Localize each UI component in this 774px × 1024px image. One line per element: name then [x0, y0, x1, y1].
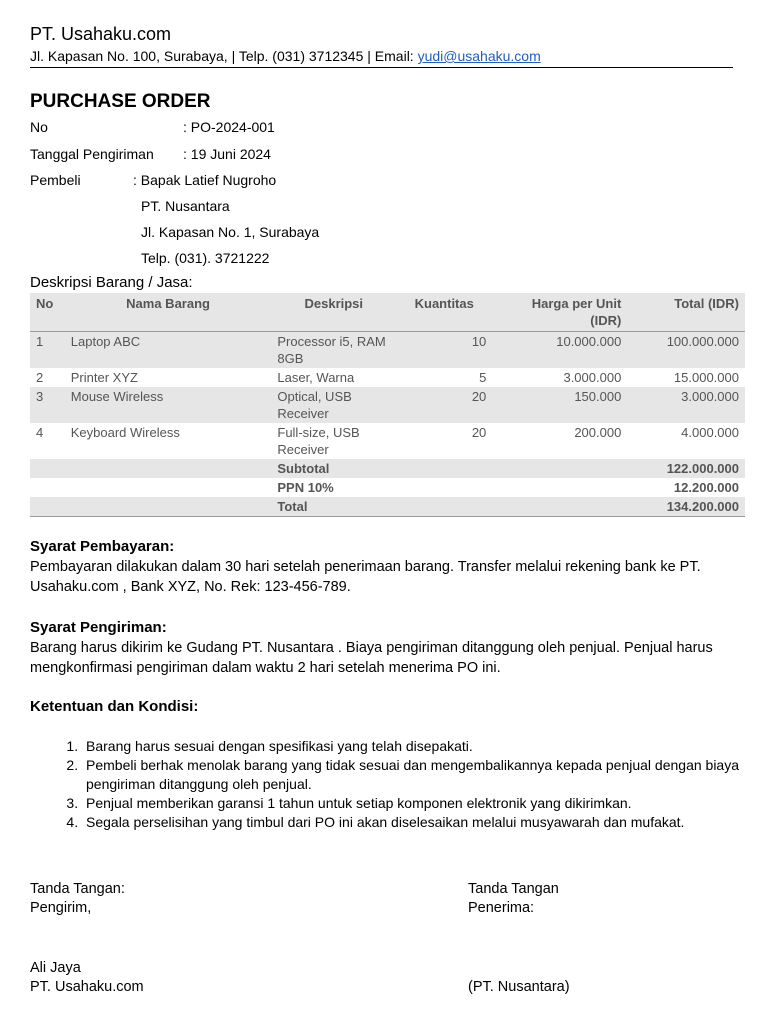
cell-description: Processor i5, RAM 8GB [271, 332, 396, 369]
payment-terms-heading: Syarat Pembayaran: [30, 538, 175, 555]
tax-label: PPN 10% [277, 480, 334, 495]
cell-total: 15.000.000 [673, 370, 739, 385]
sender-role-label: Pengirim, [30, 900, 92, 916]
total-empty-cell [492, 497, 627, 517]
total-empty-cell [65, 497, 272, 517]
tax-row [30, 478, 745, 497]
company-email-link[interactable]: yudi@usahaku.com [417, 48, 541, 64]
receiver-signature-block [468, 880, 559, 918]
subtotal-empty-cell [492, 459, 627, 478]
delivery-date-value: : 19 Juni 2024 [183, 146, 271, 162]
cell-name: Keyboard Wireless [70, 425, 180, 440]
receiver-signature-label: Tanda Tangan [468, 881, 559, 897]
sender-signature-block [30, 880, 125, 918]
table-row [30, 387, 745, 423]
subtotal-value: 122.000.000 [627, 459, 745, 478]
company-address: Jl. Kapasan No. 100, Surabaya, | Telp. (031) 3712345 | Email: [30, 48, 418, 64]
grand-total-label: Total [271, 497, 396, 517]
cell-no: 1 [30, 332, 65, 369]
grand-total-value: 134.200.000 [627, 497, 745, 517]
po-number-value: : PO-2024-001 [183, 119, 275, 135]
table-row [30, 368, 745, 387]
sender-company: PT. Usahaku.com [30, 979, 144, 995]
table-row [30, 423, 745, 459]
tax-empty-cell [30, 478, 65, 497]
list-item: 2. Pembeli berhak menolak barang yang tidak sesuai dan mengembalikannya kepada penjual dengan biaya pengiriman ditanggung oleh penjual. [82, 756, 772, 794]
receiver-role-label: Penerima: [468, 900, 535, 916]
cell-description: Full-size, USB Receiver [277, 425, 360, 457]
list-item: 1. Barang harus sesuai dengan spesifikasi yang telah disepakati. [82, 737, 772, 756]
cell-description: Laser, Warna [277, 370, 355, 385]
receiver-company: (PT. Nusantara) [468, 979, 570, 995]
document-title: PURCHASE ORDER [30, 91, 211, 112]
col-header-description: Deskripsi [271, 293, 396, 332]
col-header-total: Total (IDR) [627, 293, 745, 332]
header-divider [30, 67, 733, 68]
sender-name: Ali Jaya [30, 960, 81, 976]
buyer-line: Telp. (031). 3721222 [141, 250, 270, 266]
conditions-heading: Ketentuan dan Kondisi: [30, 698, 199, 715]
cell-no: 2 [36, 370, 44, 385]
conditions-list [30, 737, 772, 832]
subtotal-empty-cell [65, 459, 272, 478]
cell-description: Optical, USB Receiver [271, 387, 396, 423]
col-header-no: No [30, 293, 65, 332]
buyer-line: : Bapak Latief Nugroho [133, 172, 277, 188]
cell-quantity: 5 [479, 370, 487, 385]
total-empty-cell [396, 497, 492, 517]
cell-total: 3.000.000 [627, 387, 745, 423]
cell-quantity: 20 [471, 425, 487, 440]
shipping-terms-text: Barang harus dikirim ke Gudang PT. Nusantara . Biaya pengiriman ditanggung oleh penjual. Penjual harus mengkonfirmasi pengiriman dalam waktu 2 hari setelah menerima PO ini. [30, 640, 713, 676]
subtotal-label: Subtotal [271, 459, 396, 478]
grand-total-row [30, 497, 745, 517]
cell-quantity: 10 [396, 332, 492, 369]
list-item: 4. Segala perselisihan yang timbul dari PO ini akan diselesaikan melalui musyawarah dan mufakat. [82, 813, 772, 832]
cell-name: Laptop ABC [65, 332, 272, 369]
subtotal-row [30, 459, 745, 478]
buyer-label: Pembeli [30, 172, 81, 188]
cell-name: Printer XYZ [70, 370, 138, 385]
company-contact [30, 48, 541, 64]
subtotal-empty-cell [30, 459, 65, 478]
tax-empty-cell [396, 478, 492, 497]
items-caption: Deskripsi Barang / Jasa: [30, 274, 193, 291]
table-row [30, 332, 745, 369]
cell-no: 3 [30, 387, 65, 423]
cell-unit-price: 10.000.000 [492, 332, 627, 369]
tax-empty-cell [65, 478, 272, 497]
po-number-label: No [30, 119, 48, 135]
subtotal-empty-cell [396, 459, 492, 478]
items-table [30, 293, 745, 517]
col-header-unit-price: Harga per Unit (IDR) [492, 293, 627, 332]
cell-quantity: 20 [396, 387, 492, 423]
col-header-quantity: Kuantitas [396, 293, 492, 332]
delivery-date-label: Tanggal Pengiriman [30, 146, 154, 162]
cell-unit-price: 200.000 [574, 425, 622, 440]
cell-name: Mouse Wireless [65, 387, 272, 423]
tax-empty-cell [492, 478, 627, 497]
payment-terms-text: Pembayaran dilakukan dalam 30 hari setelah penerimaan barang. Transfer melalui rekening bank ke PT. Usahaku.com , Bank XYZ, No. Rek: 123-456-789. [30, 559, 701, 595]
table-header-row [30, 293, 745, 332]
cell-total: 4.000.000 [681, 425, 739, 440]
buyer-line: Jl. Kapasan No. 1, Surabaya [141, 224, 320, 240]
cell-total: 100.000.000 [627, 332, 745, 369]
company-name: PT. Usahaku.com [30, 24, 172, 44]
tax-value: 12.200.000 [673, 480, 739, 495]
shipping-terms-heading: Syarat Pengiriman: [30, 619, 167, 636]
col-header-name: Nama Barang [65, 293, 272, 332]
cell-no: 4 [36, 425, 44, 440]
buyer-line: PT. Nusantara [141, 198, 230, 214]
cell-unit-price: 150.000 [492, 387, 627, 423]
total-empty-cell [30, 497, 65, 517]
sender-identity [30, 959, 144, 997]
list-item: 3. Penjual memberikan garansi 1 tahun untuk setiap komponen elektronik yang dikirimkan. [82, 794, 772, 813]
cell-unit-price: 3.000.000 [563, 370, 622, 385]
sender-signature-label: Tanda Tangan: [30, 881, 125, 897]
